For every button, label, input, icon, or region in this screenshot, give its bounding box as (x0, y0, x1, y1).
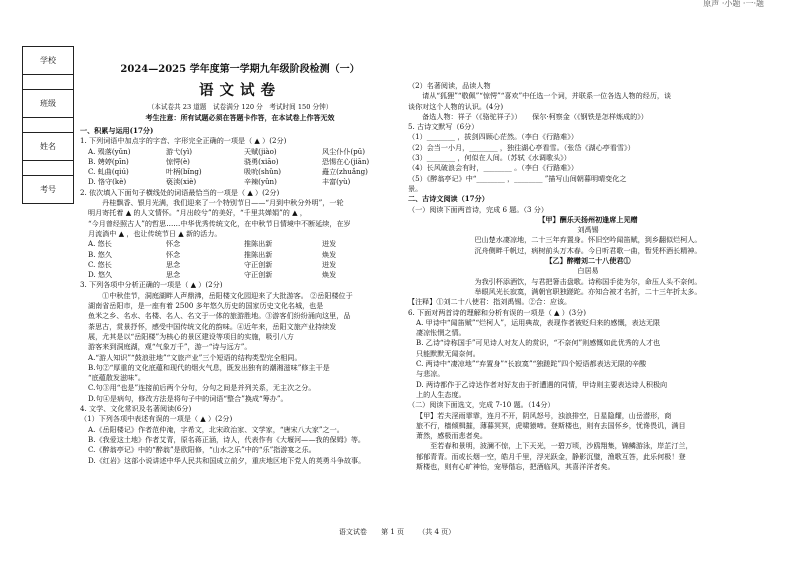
text-line: 景。 (408, 183, 423, 193)
text-line: （1）下列各项中表述有误的一项是（ ▲ ）(2分) (80, 414, 233, 424)
page-footer (0, 527, 794, 537)
side-blank-cell (23, 161, 73, 176)
right-column (408, 81, 768, 472)
side-label: 考号 (40, 185, 56, 194)
option-item: 思念 (166, 259, 181, 269)
footer-total: （共 4 页） (418, 528, 456, 536)
subject-title: 语文试卷 (199, 82, 281, 99)
text-line: 斯楼也，则有心旷神怡，宠辱偕忘，把酒临风，其喜洋洋者矣。 (416, 461, 615, 471)
option-item: 怀念 (166, 249, 181, 259)
option-item: 思念 (166, 270, 181, 280)
option-item: A. 悠长 (88, 239, 112, 249)
text-line: 郁郁青青。而或长烟一空，皓月千里，浮光跃金，静影沉璧，渔歌互答，此乐何极！登 (416, 451, 686, 461)
text-line: “今月曾经照古人”的哲思……中华优秀传统文化，在中秋节日情境中不断延续，在岁 (88, 218, 351, 228)
side-blank-cell (23, 118, 73, 133)
option-item: A. 殒落(yǔn) (88, 146, 131, 156)
text-line: 与悲凉。 (416, 369, 445, 379)
option-item: 辛辣(yǔn) (244, 177, 277, 187)
text-line: 至若春和景明，波澜不惊，上下天光，一碧万顷，沙鸥翔集，锦鳞游泳，岸芷汀兰， (416, 441, 693, 451)
option-item: 亵渎(xiè) (166, 177, 197, 187)
text-line: （4）长风破浪会有时，________ 。（李白《行路难》） (408, 163, 578, 173)
option-item: 惊愕(è) (166, 156, 190, 166)
text-line: C. 两诗中“凄凉地”“弃置身”“长寂寞”“独蹉跎”四个短语都表达无限的辛酸 (416, 359, 647, 369)
text-line: C.句③用“也是”连接前后两个分句，分句之间是并列关系，无主次之分。 (88, 383, 316, 393)
text-line: 巴山楚水凄凉地，二十三年弃置身。怀旧空吟闻笛赋，到乡翻似烂柯人。 (474, 235, 702, 245)
option-item: 焕发 (322, 249, 337, 259)
option-row (80, 250, 400, 260)
text-line: ①中秋佳节，洞庭湖畔人声鼎沸，岳阳楼文化园迎来了大批游客。 ②岳阳楼位于 (88, 290, 353, 300)
text-line: 上的人生态度。 (416, 389, 466, 399)
text-line: 凄凉怅惘之情。 (416, 328, 466, 338)
text-line: B.句②“厚重的文化底蕴和现代的烟火气息，既发出独有的潮湘滋味”修主干是 (88, 362, 330, 372)
option-item: 矗立(zhuǎng) (322, 167, 368, 177)
text-line: 【乙】醉赠刘二十八使君① (545, 256, 631, 266)
text-line: 【注释】①刘二十八使君：指刘禹锡。②合：应该。 (408, 297, 572, 307)
option-item: 怀念 (166, 239, 181, 249)
text-line: 备选人物：祥子（《骆驼祥子》） 保尔·柯察金（《钢铁是怎样炼成的》） (408, 111, 648, 121)
text-line: A.“游人知识”“鼓浪驻地”“文旅产业”三个短语的结构类型完全相同。 (88, 352, 302, 362)
text-line: （5）《醉翁亭记》中“________ ，________ ”描写山间朝暮明晴变化之 (408, 173, 627, 183)
option-row (80, 177, 400, 187)
option-item: C. 虬曲(qiú) (88, 167, 129, 177)
text-line: （一）阅读下面两首诗，完成 6 题。（3 分） (408, 204, 548, 214)
option-item: B. 娉婷(pīn) (88, 156, 129, 166)
text-line: B. 乙诗“诗称国手”可见诗人对友人的赏识，“不奈何”则感慨如此优秀的人才也 (416, 338, 661, 348)
option-item: 天赋(jiào) (244, 146, 277, 156)
text-line: 月流淌中 ▲ ，也让传统节日 ▲ 新的活力。 (88, 228, 222, 238)
text-line: 鱼米之乡、名水、名楼、名人、名文于一体的旅游胜地。③游客们纷纷涌向这里，品 (88, 311, 351, 321)
text-line: （3）________ ，何似在人间。（苏轼《水调歌头》） (408, 153, 571, 163)
footer-subject: 语文试卷 (338, 528, 367, 536)
option-item: 推陈出新 (244, 239, 273, 249)
text-line: B.《我爱这土地》作者艾青，原名蒋正涵，诗人，代表作有《大堰河——我的保姆》等。 (88, 434, 366, 444)
option-item: B. 悠久 (88, 249, 112, 259)
text-line: 5. 古诗文默写（6分） (408, 122, 479, 132)
text-line: 二、古诗文阅读（17分） (408, 194, 489, 204)
text-line: 旅不行，樯倾楫摧，薄暮冥冥，虎啸猿啼。登斯楼也，则有去国怀乡，忧谗畏讥，满目 (416, 420, 686, 430)
text-line: 白居易 (577, 266, 599, 276)
text-line: 展，尤其是以“岳阳楼”为核心的景区建设等项目的实施，吸引八方 (88, 331, 294, 341)
text-line: 1. 下列词语中加点字的字音、字形完全正确的一项是（ ▲ ）(2分) (80, 136, 287, 146)
exam-title: 2024—2025 学年度第一学期九年级阶段检测（一） (120, 64, 360, 75)
exam-info: （本试卷共 23 道题 试卷满分 120 分 考试时间 150 分钟） (147, 103, 333, 111)
text-line: （2）名著阅读，品读人物 (408, 81, 491, 90)
option-row (80, 157, 400, 167)
text-line: “底蕴散发滋味”。 (88, 373, 145, 383)
text-line: 请从“狐狸”“敬佩”“惊愕”“喜欢”中任选一个词，并联系一位各选人物的经历，谈 (408, 91, 672, 101)
text-line: C.《醉翁亭记》中的“醉翁”是欧阳修，“山水之乐”中的“乐”指游宴之乐。 (88, 445, 316, 455)
option-item: 守正创新 (244, 270, 273, 280)
side-label: 班级 (23, 90, 73, 118)
option-item: 迸发 (322, 259, 337, 269)
left-column (80, 126, 400, 466)
text-line: 明月寄托着 ▲ 的人文情怀。“月出皎兮”的美好，“千里共婵娟”的 ▲ ， (88, 208, 307, 218)
option-item: D. 悠久 (88, 270, 113, 280)
option-item: D. 恪守(kè) (88, 177, 127, 187)
option-item: 丰富(yù) (322, 177, 351, 187)
option-row (80, 167, 400, 177)
option-row (80, 260, 400, 270)
text-line: 2. 依次填入下面句子横线处的词语最恰当的一项是（ ▲ ）(2分) (80, 187, 280, 197)
text-line: （二）阅读下面选文，完成 7-10 题。（14分） (408, 400, 555, 410)
exam-notice: 考生注意：所有试题必须在答题卡作答，在本试卷上作答无效 (145, 113, 335, 122)
student-info-table (22, 46, 74, 204)
option-row (80, 147, 400, 157)
text-line: A.《岳阳楼记》作者范仲淹，字希文，北宋政治家、文学家，“唐宋八大家”之一。 (88, 424, 344, 434)
side-label: 姓名 (23, 133, 73, 161)
option-row (80, 239, 400, 249)
option-item: 焕发 (322, 270, 337, 280)
text-line: （2）会当一小月，________ ，独往湖心亭看雪。（张岱《湖心亭看雪》） (408, 142, 635, 152)
side-blank-cell (23, 75, 73, 90)
text-line: 萧然，感极而悲者矣。 (416, 431, 487, 441)
option-item: 骁勇(xiāo) (244, 156, 279, 166)
text-line: 刘禹锡 (577, 225, 599, 235)
text-line: 游客来到洞庭湖，观“气象万千”，游一“诗与远方”。 (88, 342, 252, 352)
option-item: 推陈出新 (244, 249, 273, 259)
option-item: 迸发 (322, 239, 337, 249)
text-line: （1）________ ，拔剑四顾心茫然。（李白《行路难》） (408, 132, 578, 142)
text-line: 只能默默无闻奈何。 (416, 348, 480, 358)
option-item: 风尘仆仆(pū) (322, 146, 366, 156)
footer-page: 第 1 页 (381, 528, 404, 536)
text-line: 3. 下列各项中分析正确的一项是（ ▲ ）(2分) (80, 280, 223, 290)
option-item: C. 悠长 (88, 259, 112, 269)
side-label: 学校 (23, 47, 73, 75)
option-item: 守正创新 (244, 259, 273, 269)
text-line: 【甲】酬乐天扬州初逢席上见赠 (538, 214, 638, 224)
option-item: 吸吮(shǔn) (244, 167, 282, 177)
text-line: D.《红岩》这部小说讲述中华人民共和国成立前夕，重庆地区地下党人的英勇斗争故事。 (88, 455, 366, 465)
text-line: 6. 下面对两首诗的理解和分析有误的一项是（ ▲ ）(3分) (408, 307, 587, 317)
text-line: 举眼风光长寂寞，满朝官职独蹉跎。亦知合被才名折，二十三年折太多。 (474, 286, 702, 296)
text-line: 4. 文学、文化常识及名著阅读(6分) (80, 404, 192, 414)
text-line: 谈你对这个人物的认识。(4分) (408, 101, 504, 111)
option-row (80, 270, 400, 280)
option-item: 游弋(yì) (166, 146, 192, 156)
text-line: D.句④是病句，修改方法是将句子中的词语“整合”换成“筹办”。 (88, 393, 288, 403)
text-line: 茶思古，赏景抒怀，感受中国传统文化的韵味。④近年来，岳阳文旅产业持续发 (88, 321, 337, 331)
text-line: 一、积累与运用(17分) (80, 126, 154, 135)
top-mark: 原声 ·小题 ·一·题 (703, 0, 764, 8)
text-line: 沉舟侧畔千帆过，病树前头万木春。今日听君歌一曲，暂凭杯酒长精神。 (474, 245, 702, 255)
text-line: 为我引杯添酒饮，与君把箸击盘歌。诗称国手徒为尔，命压人头不奈何。 (474, 276, 702, 286)
option-item: 恐惕在心(jiān) (322, 156, 370, 166)
text-line: D. 两诗都作于乙诗达作者对好友由于折遭遇的同情，甲诗则主要表达诗人积极向 (416, 379, 668, 389)
text-line: A. 甲诗中“闻笛赋”“烂柯人”，运用典故，表现作者被贬归来的感慨，表达无限 (416, 317, 661, 327)
text-line: 【甲】若夫淫雨霏霏，连月不开，阴风怒号，浊浪排空，日星隐耀，山岳潜形，商 (416, 410, 672, 420)
text-line: 丹桂飘香、银月光满，我们迎来了一个特别节日——“月到中秋分外明”，一轮 (88, 198, 344, 208)
text-line: 湖南省岳阳市，是一座有着 2500 多年悠久历史的国家历史文化名城，也是 (88, 301, 324, 311)
option-item: 叶柄(bǐng) (166, 167, 202, 177)
